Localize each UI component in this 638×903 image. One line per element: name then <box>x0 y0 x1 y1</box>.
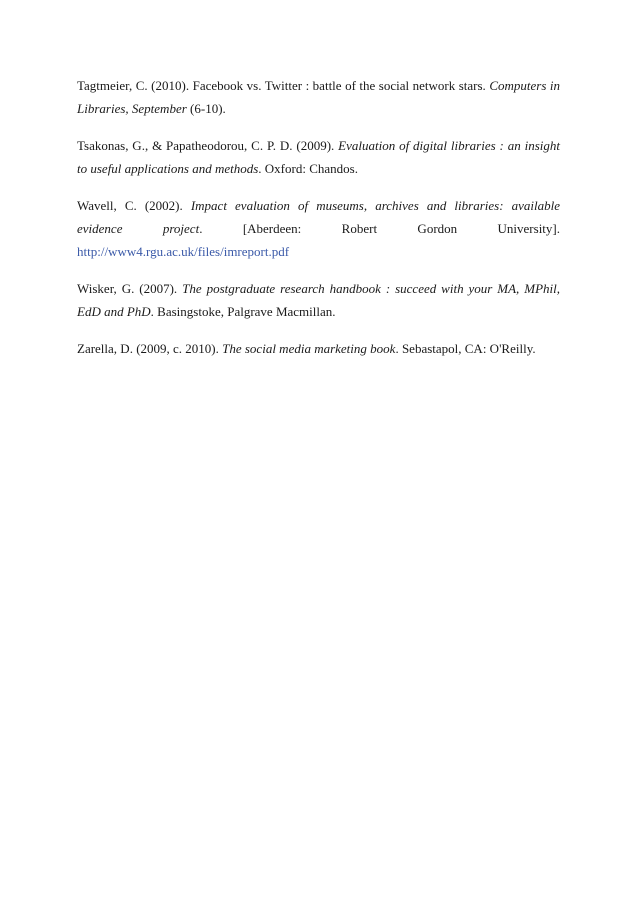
reference-text: Tsakonas, G., & Papatheodorou, C. P. D. (2009). <box>77 138 339 153</box>
reference-text: (6-10). <box>186 101 226 116</box>
reference-text: Tagtmeier, C. (2010). Facebook vs. Twitter : battle of the social network stars. <box>77 78 490 93</box>
reference-title: Evaluation of digital libraries : an insight to useful applications and methods <box>77 138 560 176</box>
reference-title: The social media marketing book <box>222 341 396 356</box>
reference-entry <box>77 194 560 263</box>
reference-title: Computers in Libraries, September <box>77 78 560 116</box>
reference-title: The postgraduate research handbook : succeed with your MA, MPhil, EdD and PhD <box>77 281 560 319</box>
reference-text: Zarella, D. (2009, c. 2010). <box>77 341 223 356</box>
reference-entry <box>77 74 560 120</box>
reference-text: Wisker, G. (2007). <box>77 281 183 296</box>
reference-title: Impact evaluation of museums, archives and libraries: available evidence project <box>77 198 561 236</box>
reference-entry <box>77 277 560 323</box>
reference-text: . Basingstoke, Palgrave Macmillan. <box>150 304 336 319</box>
reference-text: Wavell, C. (2002). <box>77 198 191 213</box>
reference-text: . Sebastapol, CA: O'Reilly. <box>395 341 536 356</box>
reference-text: . Oxford: Chandos. <box>258 161 358 176</box>
reference-text: . [Aberdeen: Robert Gordon University]. <box>199 221 560 236</box>
reference-link[interactable]: http://www4.rgu.ac.uk/files/imreport.pdf <box>77 244 290 259</box>
reference-list <box>77 74 560 374</box>
reference-entry <box>77 337 560 360</box>
reference-entry <box>77 134 560 180</box>
